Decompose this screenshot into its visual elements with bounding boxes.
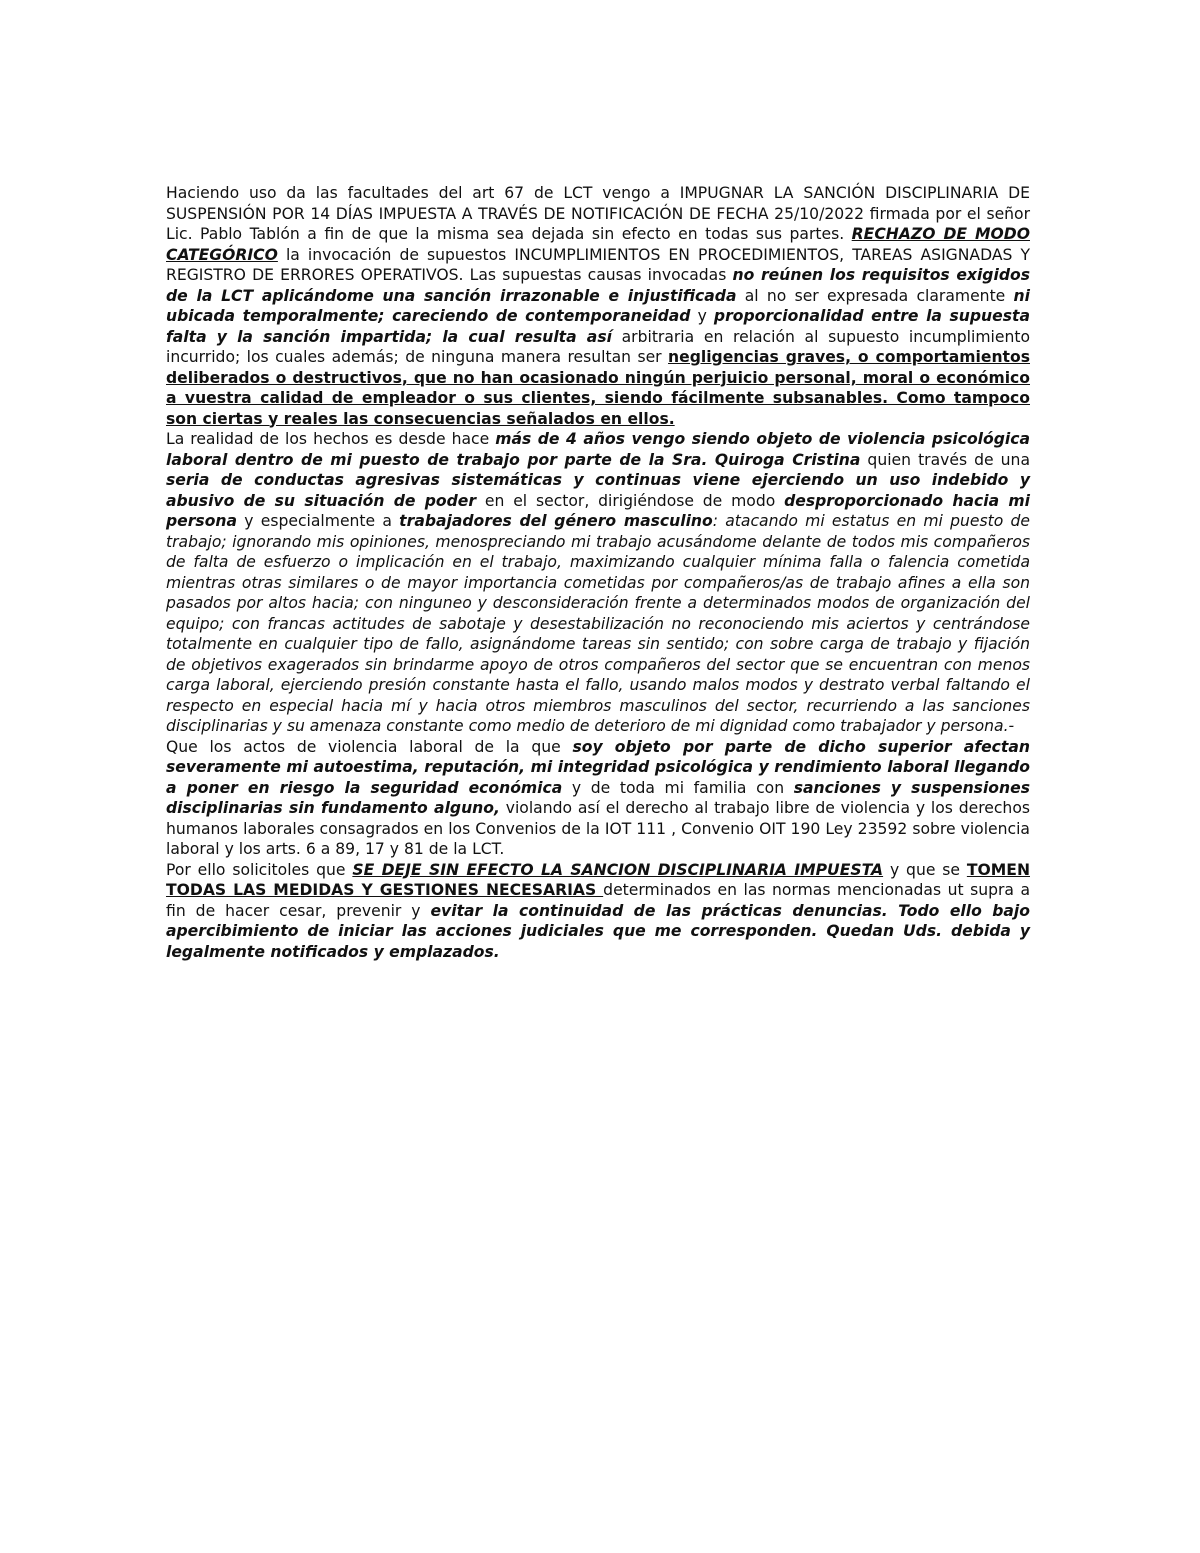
- text-segment: negligencias graves, o comportamientos deliberados o destructivos, que no han ocasionado ningún perjuicio personal, moral o económico a vuestra calidad de empleador o sus clientes, siendo fácilmente subsanables. Como tampoco son ciertas y reales las consecuencias señalados en ellos.: [166, 348, 1030, 428]
- paragraph-solicitud: [166, 860, 1030, 963]
- text-segment: más de 4 años vengo siendo objeto de violencia psicológica laboral dentro de mi puesto de trabajo por parte de la Sra. Quiroga Cristina: [166, 430, 1031, 469]
- paragraph-actos-violencia: [166, 737, 1030, 860]
- text-segment: quien través de una: [860, 450, 1030, 469]
- text-segment: trabajadores del género masculino: [399, 512, 713, 530]
- text-segment: evitar la continuidad de las prácticas denuncias. Todo ello bajo apercibimiento de iniciar las acciones judiciales que me corresponden. Quedan Uds. debida y legalmente notificados y emplazados.: [166, 901, 1030, 961]
- text-segment: y de toda mi familia con: [562, 778, 794, 797]
- text-segment: desproporcionado hacia mi persona: [166, 491, 1030, 530]
- text-segment: y que se: [883, 860, 967, 879]
- text-segment: y especialmente a: [237, 512, 400, 530]
- text-segment: violando así el derecho al trabajo libre de violencia y los derechos humanos laborales consagrados en los Convenios de la IOT 111 , Convenio OIT 190 Ley 23592 sobre violencia laboral y los arts. 6 a 89, 17 y 81 de la LCT.: [166, 799, 1030, 858]
- text-segment: : atacando mi estatus en mi puesto de trabajo; ignorando mis opiniones, menospreciando mi trabajo acusándome delante de todos mis compañeros de falta de esfuerzo o implicación en el trabajo, maximizando cualquier mínima falla o falencia cometida mientras otras similares o de mayor importancia cometidas por compañeros/as de trabajo afines a ella son pasados por altos hacia; con ninguneo y desconsideración frente a determinados modos de organización del equipo; con francas actitudes de sabotaje y desestabilización no reconociendo mis aciertos y centrándose totalmente en cualquier tipo de fallo, asignándome tareas sin sentido; con sobre carga de trabajo y fijación de objetivos exagerados sin brindarme apoyo de otros compañeros del sector que se encuentran con menos carga laboral, ejerciendo presión constante hasta el fallo, usando malos modos y destrato verbal faltando el respecto en especial hacia mí y hacia otros miembros masculinos del sector, recurriendo a las sanciones disciplinarias y su amenaza constante como medio de deterioro de mi dignidad como trabajador y persona.-: [166, 512, 1030, 735]
- text-segment: proporcionalidad entre la supuesta falta y la sanción impartida; la cual resulta así: [166, 307, 1030, 346]
- text-segment: determinados en las normas mencionadas ut supra a fin de hacer cesar, prevenir y: [166, 881, 1030, 920]
- text-segment: Haciendo uso da las facultades del art 67 de LCT vengo a IMPUGNAR LA SANCIÓN DISCIPLINARIA DE SUSPENSIÓN POR 14 DÍAS IMPUESTA A TRAVÉS DE NOTIFICACIÓN DE FECHA 25/10/2022 firmada por el señor Lic. Pablo Tablón a fin de que la misma sea dejada sin efecto en todas sus partes.: [166, 184, 1030, 243]
- text-segment: y: [690, 307, 714, 325]
- text-segment: Por ello solicitoles que: [166, 860, 353, 879]
- text-segment: TOMEN TODAS LAS MEDIDAS Y GESTIONES NECESARIAS: [166, 860, 1030, 899]
- text-segment: arbitraria en relación al supuesto incumplimiento incurrido; los cuales además; de ninguna manera resultan ser: [166, 327, 1030, 366]
- paragraph-impugnacion: [166, 183, 1030, 429]
- text-segment: seria de conductas agresivas sistemáticas y continuas viene ejerciendo un uso indebido y abusivo de su situación de poder: [166, 471, 1030, 510]
- text-segment: Que los actos de violencia laboral de la que: [166, 737, 573, 756]
- text-segment: soy objeto por parte de dicho superior afectan severamente mi autoestima, reputación, mi integridad psicológica y rendimiento laboral llegando a poner en riesgo la seguridad económica: [166, 737, 1031, 797]
- text-segment: La realidad de los hechos es desde hace: [166, 430, 496, 448]
- text-segment: en el sector, dirigiéndose de modo: [476, 491, 785, 510]
- paragraph-realidad-hechos: [166, 429, 1030, 737]
- text-segment: sanciones y suspensiones disciplinarias sin fundamento alguno,: [166, 778, 1030, 817]
- text-segment-rechazo: RECHAZO DE MODO CATEGÓRICO: [166, 225, 1030, 264]
- text-segment: ni ubicada temporalmente; careciendo de contemporaneidad: [166, 286, 1030, 325]
- text-segment: al no ser expresada claramente: [736, 286, 1014, 305]
- text-segment: no reúnen los requisitos exigidos de la LCT aplicándome una sanción irrazonable e injustificada: [166, 266, 1030, 305]
- text-segment: la invocación de supuestos INCUMPLIMIENTOS EN PROCEDIMIENTOS, TAREAS ASIGNADAS Y REGISTRO DE ERRORES OPERATIVOS. Las supuestas causas invocadas: [166, 245, 1030, 284]
- text-segment: SE DEJE SIN EFECTO LA SANCION DISCIPLINARIA IMPUESTA: [352, 860, 884, 879]
- document-body: [166, 183, 1030, 962]
